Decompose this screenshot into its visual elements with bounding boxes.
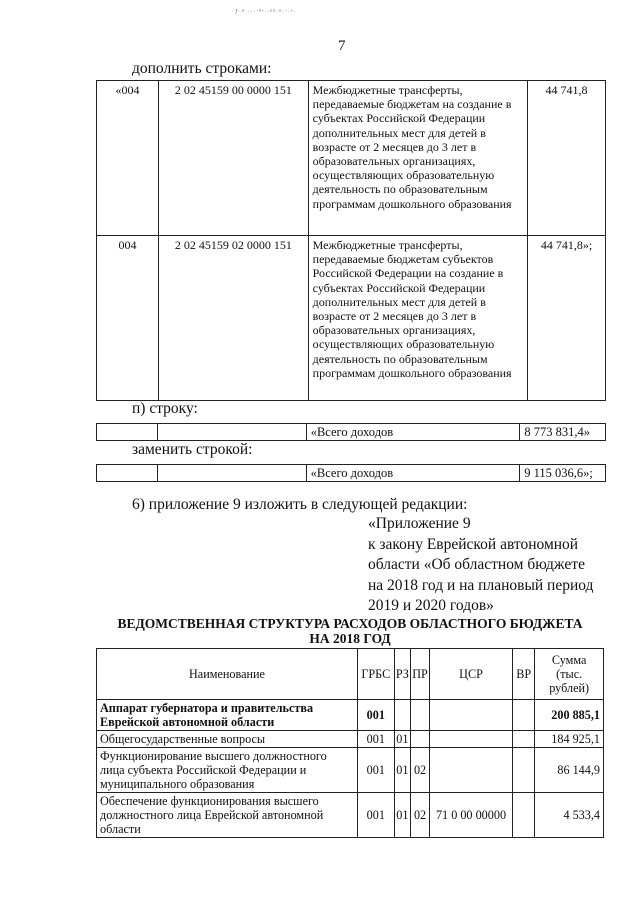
row-vr xyxy=(512,731,534,748)
row-pr: 02 xyxy=(411,748,430,793)
row-grbs: 001 xyxy=(357,731,394,748)
table-row xyxy=(97,793,604,838)
row-pr xyxy=(411,700,430,731)
row-sum: 184 925,1 xyxy=(535,731,604,748)
row-pr: 02 xyxy=(411,793,430,838)
table-row xyxy=(97,700,604,731)
total-label: «Всего доходов xyxy=(306,424,520,441)
annex-line: 2019 и 2020 годов» xyxy=(368,597,494,614)
total-new-table xyxy=(96,464,606,482)
empty-cell xyxy=(97,465,158,482)
table-row xyxy=(97,465,606,482)
empty-cell xyxy=(97,424,158,441)
header-name: Наименование xyxy=(97,649,358,700)
row-vr xyxy=(512,748,534,793)
header-rz: РЗ xyxy=(394,649,410,700)
total-amount: 8 773 831,4» xyxy=(520,424,606,441)
row-name: Обеспечение функционирования высшего должностного лица Еврейской автономной области xyxy=(97,793,358,838)
table-header-row xyxy=(97,649,604,700)
row-sum: 200 885,1 xyxy=(535,700,604,731)
row-grbs: 001 xyxy=(357,700,394,731)
description-cell: Межбюджетные трансферты, передаваемые бюджетам субъектов Российской Федерации на создание в субъектах Российской Федерации дополнительных мест для детей в возрасте от 2 месяцев до 3 лет в образовательных организациях, осуществляющих образовательную деятельность по образовательным программам дошкольного образования xyxy=(308,236,527,401)
row-csr xyxy=(430,731,513,748)
empty-cell xyxy=(158,465,306,482)
header-vr: ВР xyxy=(512,649,534,700)
empty-cell xyxy=(158,424,306,441)
header-pr: ПР xyxy=(411,649,430,700)
added-rows-table xyxy=(96,80,606,401)
row-csr xyxy=(430,748,513,793)
total-amount: 9 115 036,6»; xyxy=(520,465,606,482)
total-old-table xyxy=(96,423,606,441)
page-number: 7 xyxy=(338,38,346,54)
title-line: ВЕДОМСТВЕННАЯ СТРУКТУРА РАСХОДОВ ОБЛАСТНОГО БЮДЖЕТА xyxy=(117,616,583,631)
row-rz: 01 xyxy=(394,793,410,838)
row-csr: 71 0 00 00000 xyxy=(430,793,513,838)
annex-header xyxy=(368,514,600,617)
item-p-text: п) строку: xyxy=(132,400,198,417)
header-csr: ЦСР xyxy=(430,649,513,700)
description-cell: Межбюджетные трансферты, передаваемые бюджетам на создание в субъектах Российской Федерации дополнительных мест для детей в возрасте от 2 месяцев до 3 лет в образовательных организациях, осуществляющих образовательную деятельность по образовательным программам дошкольного образования xyxy=(308,81,527,236)
expenditure-table xyxy=(96,648,604,838)
row-rz xyxy=(394,700,410,731)
table-row xyxy=(97,81,606,236)
row-name: Функционирование высшего должностного лица субъекта Российской Федерации и муниципального образования xyxy=(97,748,358,793)
annex-line: «Приложение 9 xyxy=(368,515,471,532)
annex-line: на 2018 год и на плановый период xyxy=(368,576,594,594)
row-rz: 01 xyxy=(394,731,410,748)
row-vr xyxy=(512,700,534,731)
row-rz: 01 xyxy=(394,748,410,793)
title-line: НА 2018 ГОД xyxy=(309,631,391,646)
code-cell: 004 xyxy=(97,236,159,401)
row-sum: 86 144,9 xyxy=(535,748,604,793)
scan-artifact: ·ƒ·ⁿ ·‧·‧ⁿˢ··ᵖᵖ·ⁿ·‧·ˢ· xyxy=(232,9,297,15)
intro-text: дополнить строками: xyxy=(132,60,272,77)
row-sum: 4 533,4 xyxy=(535,793,604,838)
header-sum: Сумма (тыс. рублей) xyxy=(535,649,604,700)
row-vr xyxy=(512,793,534,838)
annex-line: к закону Еврейской автономной xyxy=(368,535,579,553)
row-name: Аппарат губернатора и правительства Еврейской автономной области xyxy=(97,700,358,731)
row-csr xyxy=(430,700,513,731)
row-grbs: 001 xyxy=(357,748,394,793)
row-pr xyxy=(411,731,430,748)
table-row xyxy=(97,748,604,793)
item-6-text: 6) приложение 9 изложить в следующей редакции: xyxy=(132,496,468,513)
amount-cell: 44 741,8 xyxy=(527,81,605,236)
table-row xyxy=(97,424,606,441)
code-cell: «004 xyxy=(97,81,159,236)
kbk-cell: 2 02 45159 02 0000 151 xyxy=(159,236,309,401)
row-name: Общегосударственные вопросы xyxy=(97,731,358,748)
row-grbs: 001 xyxy=(357,793,394,838)
table-row xyxy=(97,236,606,401)
amount-cell: 44 741,8»; xyxy=(527,236,605,401)
replace-text: заменить строкой: xyxy=(132,441,253,458)
kbk-cell: 2 02 45159 00 0000 151 xyxy=(159,81,309,236)
total-label: «Всего доходов xyxy=(306,465,520,482)
annex-line: области «Об областном бюджете xyxy=(368,556,585,573)
header-grbs: ГРБС xyxy=(357,649,394,700)
document-title xyxy=(90,616,610,646)
table-row xyxy=(97,731,604,748)
